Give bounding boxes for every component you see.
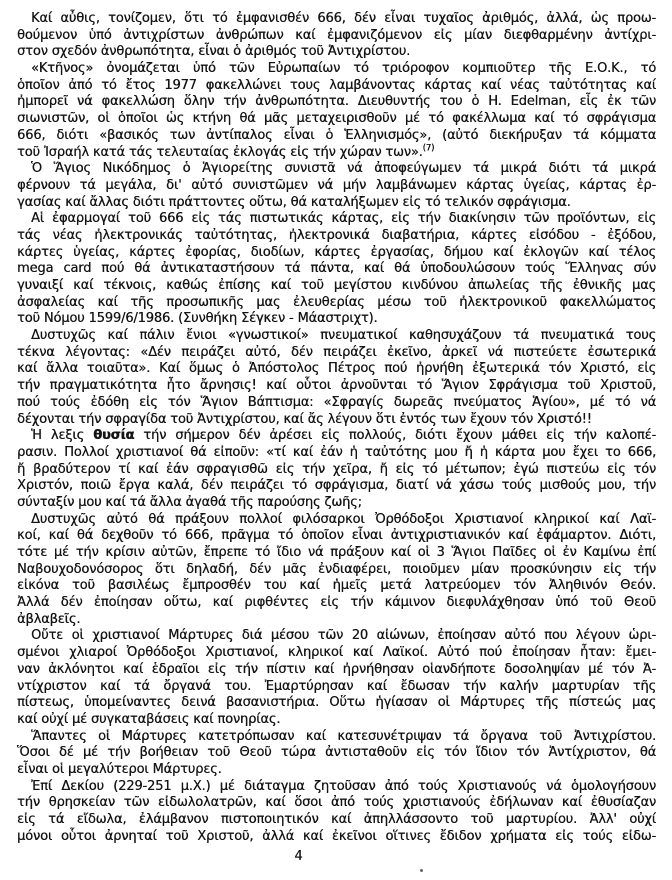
text-line: [17, 78, 656, 95]
text-segment: τοῦ Νόμου 1599/6/1986. (Συνθήκη Σέγκεν - Μάαστριχτ).: [17, 311, 378, 327]
text-line: [17, 495, 656, 512]
text-line: [17, 395, 656, 412]
text-line: [17, 595, 656, 612]
text-line: [17, 428, 656, 445]
text-segment: φέρνουν τά μεγάλα, δι' αὐτό συνιστῶμεν νά μήν λαμβάνωμεν κάρτας ὑγείας, κάρτας ἐρ-: [17, 177, 656, 193]
text-line: [17, 729, 656, 746]
text-segment: σύνταξίν μου καί τά ἄλλα ἀγαθά τῆς παρούσης ζωῆς;: [17, 494, 362, 510]
text-segment: γασίας καί ἄλλας διότι πράττοντες οὕτω, θά καταλήξωμεν εἰς τό τελικόν σφράγισμα.: [17, 194, 571, 210]
text-segment: σμένοι χλιαροί Ὀρθόδοξοι Χριστιανοί, κληρικοί καί Λαϊκοί. Αὐτό πού ἐποίησαν ἦταν: ἔμει-: [17, 645, 656, 661]
text-line: [17, 28, 656, 45]
text-segment: ναν ἀκλόνητοι καί ἑδραῖοι εἰς τήν πίστιν καί ἠρνήθησαν οἱανδήποτε δοσοληψίαν μέ τόν Ἀ-: [17, 661, 656, 677]
text-segment: Ναβουχοδονόσορος ὅτι δηλαδή, δέν μᾶς ἐνδιαφέρει, ποιοῦμεν μίαν προσκύνησιν εἰς τήν: [17, 561, 656, 577]
text-segment: σιωνιστῶν, οἱ ὁποῖοι ὡς κτήνη θά μᾶς μεταχειρισθοῦν μέ τό φακέλλωμα καί τό σφράγισμα: [17, 111, 656, 127]
text-line: [17, 462, 656, 479]
paragraph: [17, 328, 656, 428]
text-segment: δέχονται τήν σφραγίδα τοῦ Ἀντιχρίστου, καί ἄς λέγουν ὅτι ἐντός των ἔχουν τόν Χριστό!!: [17, 411, 592, 427]
text-segment: μόνοι οὗτοι ἀρνηταί τοῦ Χριστοῦ, ἀλλά καί ἐκεῖνοι οἵτινες ἔδιδον χρήματα εἰς τούς εἰδω-: [17, 828, 656, 844]
text-segment: καί ἄλλα τοιαῦτα». Καί ὅμως ὁ Ἀπόστολος Πέτρος πού ἠρνήθη ἐξωτερικά τόν Χριστό, εἰς: [17, 361, 656, 377]
text-line: [17, 328, 656, 345]
text-line: [17, 195, 656, 212]
text-line: [17, 829, 656, 846]
text-segment: 666, διότι «βασικός των ἀντίπαλος εἶναι ὁ Ἑλληνισμός», (αὐτό διεκήρυξαν τά κόμματα: [17, 127, 656, 143]
paragraph: [17, 428, 656, 511]
text-line: [17, 94, 656, 111]
text-line: [17, 562, 656, 579]
text-line: [17, 111, 656, 128]
paragraph: [17, 779, 656, 846]
text-segment: ρασιν. Πολλοί χριστιανοί θά εἰποῦν: «τί καί ἐάν ἡ ταὐτότης μου ἤ ἡ κάρτα μου ἔχει το 666,: [17, 444, 656, 460]
text-line: [17, 295, 656, 312]
text-line: [17, 445, 656, 462]
paragraph: [17, 11, 656, 61]
text-line: [17, 612, 656, 629]
text-line: [17, 145, 656, 162]
paragraph: [17, 729, 656, 779]
text-segment: Δυστυχῶς καί πάλιν ἔνιοι «γνωστικοί» πνευματικοί καθησυχάζουν τά πνευματικά τους: [31, 328, 656, 344]
text-line: [17, 545, 656, 562]
text-segment: Δυστυχῶς αὐτό θά πράξουν πολλοί φιλόσαρκοι Ὀρθόδοξοι Χριστιανοί κληρικοί καί Λαϊ-: [31, 511, 656, 527]
text-segment: ἀβλαβεῖς.: [17, 611, 81, 627]
text-column: [17, 11, 656, 845]
text-line: [17, 11, 656, 28]
scan-artifact-dot: [420, 869, 423, 872]
text-segment: ἤ βραδύτερον τί καί ἐάν σφραγισθῶ εἰς τήν χεῖρα, ἤ εἰς τό μέτωπον; ἐγώ πιστεύω εἰς τόν: [17, 461, 656, 477]
text-segment: Καί αὖθις, τονίζομεν, ὅτι τό ἐμφανισθέν 666, δέν εἶναι τυχαῖος ἀριθμός, ἀλλά, ὡς προω-: [31, 11, 656, 26]
text-line: [17, 228, 656, 245]
text-segment: εἰκόνα τοῦ βασιλέως ἔμπροσθέν του καί ἡμεῖς μετά λατρεύομεν τόν Ἀληθινόν Θεόν.: [17, 578, 656, 594]
text-line: [17, 628, 656, 645]
text-segment: Ἡ λεξις: [31, 428, 94, 444]
text-line: [17, 345, 656, 362]
text-segment: τήν σήμερον δέν ἀρέσει εἰς πολλούς, διότι ἔχουν μάθει εἰς τήν καλοπέ-: [134, 428, 656, 444]
text-line: [17, 662, 656, 679]
text-segment: κάρτες ὑγείας, κάρτες ἐφορίας, διοδίων, κάρτες ἐργασίας, δήμου καί ἐκλογῶν καί τέλος: [17, 244, 656, 260]
text-segment: εἰς τά εἴδωλα, ἐλάμβανον πιστοποιητικόν καί ἀπηλλάσσοντο τοῦ μαρτυρίου. Ἀλλ' οὐχί: [17, 812, 656, 827]
paragraph: [17, 211, 656, 328]
text-line: [17, 645, 656, 662]
text-segment: Χριστόν, ποιῶ ἔργα καλά, δέν πειράζει τό σφράγισμα, διατί νά χάσω τούς μισθούς μου, τήν: [17, 478, 656, 494]
text-line: [17, 278, 656, 295]
text-line: [17, 128, 656, 145]
paragraph: [17, 161, 656, 211]
text-segment: Ἅπαντες οἱ Μάρτυρες κατετρόπωσαν καί κατεσυνέτριψαν τά ὄργανα τοῦ Ἀντιχρίστου.: [31, 728, 656, 744]
text-line: [17, 795, 656, 812]
text-segment: «Κτῆνος» ὀνομάζεται ὑπό τῶν Εὐρωπαίων τό τριόροφον κομπιοῦτερ τῆς Ε.Ο.Κ., τό: [31, 61, 656, 77]
text-segment: κοί, καί θά δεχθοῦν τό 666, πρᾶγμα τό ὁποῖον εἶναι ἀντιχριστιανικόν καί ἐφάμαρτον. Διότι,: [17, 528, 656, 544]
text-line: [17, 695, 656, 712]
text-line: [17, 712, 656, 729]
text-line: [17, 528, 656, 545]
text-line: [17, 578, 656, 595]
text-segment: Αἱ ἐφαρμογαί τοῦ 666 εἰς τάς πιστωτικάς κάρτας, εἰς τήν διακίνησιν τῶν προϊόντων, εἰς: [31, 211, 656, 227]
paragraph: [17, 628, 656, 728]
text-segment: πού τούς ἐδόθη εἰς τόν Ἅγιον Βάπτισμα: «Σφραγίς δωρεᾶς πνεύματος Ἁγίου», μέ τό νά: [17, 394, 656, 410]
text-segment: τέκνα λέγοντας: «Δέν πειράζει αὐτό, δέν πειράζει ἐκεῖνο, ἀρκεῖ νά πιστεύετε ἐσωτερικά: [17, 344, 656, 360]
text-line: [17, 478, 656, 495]
text-line: [17, 812, 656, 829]
text-line: [17, 779, 656, 796]
text-segment: Ἀλλά δέν ἐποίησαν οὕτω, καί ριφθέντες εἰς τήν κάμινον διεφυλάχθησαν ὑπό τοῦ Θεοῦ: [17, 595, 656, 611]
text-line: [17, 679, 656, 696]
emphasized-word: θυσία: [93, 428, 135, 444]
text-segment: Οὔτε οἱ χριστιανοί Μάρτυρες διά μέσου τῶν 20 αἰώνων, ἐποίησαν αὐτό που λέγουν ὡρι-: [31, 628, 656, 644]
text-line: [17, 178, 656, 195]
text-line: [17, 378, 656, 395]
text-segment: τοῦ Ἰσραήλ κατά τάς τελευταίας ἐκλογάς εἰς τήν χώραν των».: [17, 144, 423, 160]
text-segment: τότε μέ τήν κρίσιν αὐτῶν, ἔπρεπε τό ἴδιο νά πράξουν καί οἱ 3 Ἅγιοι Παῖδες οἱ ἐν Καμίνω ἐπί: [17, 545, 656, 560]
text-segment: γυναιξί καί τέκνοις, καθώς ἐπίσης καί τοῦ μεγίστου κινδύνου ἀπωλείας τῆς ἐθνικῆς μας: [17, 278, 656, 293]
text-line: [17, 745, 656, 762]
text-segment: mega card πού θά ἀντικαταστήσουν τά πάντα, καί θά ὑποδουλώσουν τούς Ἕλληνας σύν: [17, 261, 656, 277]
text-line: [17, 412, 656, 429]
text-line: [17, 161, 656, 178]
text-segment: Ὁ Ἅγιος Νικόδημος ὁ Ἁγιορείτης συνιστᾶ νά ἀποφεύγωμεν τά μικρά διότι τά μικρά: [31, 161, 656, 177]
page-number: 4: [294, 849, 303, 865]
footnote-reference: (7): [422, 143, 435, 154]
text-segment: τήν θρησκείαν τῶν εἰδωλολατρῶν, καί ὅσοι ἀπό τούς χριστιανούς ἐδήλωναν καί ἐθυσίαζαν: [17, 795, 656, 811]
text-line: [17, 211, 656, 228]
text-line: [17, 261, 656, 278]
text-segment: ντίχριστον καί τά ὄργανά του. Ἐμαρτύρησαν καί ἔδωσαν τήν καλήν μαρτυρίαν τῆς: [17, 678, 656, 694]
text-segment: θούμενον ὑπό ἀντιχρίστων ἀνθρώπων καί ἐμφανιζόμενον εἰς μίαν διεφθαρμένην ἀντίχρι-: [17, 27, 656, 43]
text-segment: τήν πραγματικότητα ἦτο ἄρνησις! καί οὗτοι ἀρνοῦνται τό Ἅγιον Σφράγισμα τοῦ Χριστοῦ,: [17, 378, 656, 394]
text-segment: πίστεως, ὑπομείναντες δεινά βασανιστήρια. Οὕτω ἡγίασαν οἱ Μάρτυρες τῆς πίστεώς μας: [17, 695, 656, 711]
paragraph: [17, 61, 656, 161]
text-line: [17, 512, 656, 529]
text-line: [17, 61, 656, 78]
text-segment: ὁποῖον ἀπό τό ἔτος 1977 φακελλώνει τους λαμβάνοντας κάρτας καί νέας ταὐτότητας καί: [17, 77, 656, 93]
text-line: [17, 44, 656, 61]
text-segment: στον σχεδόν ἀνθρωπότητα, εἶναι ὁ ἀριθμός τοῦ Ἀντιχρίστου.: [17, 44, 411, 60]
text-segment: ἀσφαλείας καί τῆς προσωπικῆς μας ἐλευθερίας μέσω τοῦ ἠλεκτρονικοῦ φακελλώματος: [17, 294, 656, 310]
paragraph: [17, 512, 656, 629]
text-line: [17, 361, 656, 378]
text-line: [17, 245, 656, 262]
text-segment: ἠμπορεῖ νά φακελλώση ὅλην τήν ἀνθρωπότητα. Διευθυντής του ὁ H. Edelman, εἷς ἐκ τῶν: [17, 94, 656, 110]
text-segment: Ὅσοι δέ μέ τήν βοήθειαν τοῦ Θεοῦ τώρα ἀντισταθοῦν εἰς τόν ἴδιον τόν Ἀντίχριστον, θά: [17, 745, 656, 761]
text-line: [17, 311, 656, 328]
text-segment: καί οὐχί μέ συγκαταβάσεις καί πονηρίας.: [17, 711, 281, 727]
text-segment: εἶναι οἱ μεγαλύτεροι Μάρτυρες.: [17, 761, 222, 777]
text-line: [17, 762, 656, 779]
text-segment: Ἐπί Δεκίου (229-251 μ.Χ.) μέ διάταγμα ζητοῦσαν ἀπό τούς Χριστιανούς νά ὁμολογήσουν: [31, 778, 656, 794]
text-segment: τάς νέας ἠλεκτρονικάς ταὐτότητας, ἠλεκτρονικά διαβατήρια, κάρτες εἰσόδου - ἐξόδου,: [17, 227, 656, 243]
